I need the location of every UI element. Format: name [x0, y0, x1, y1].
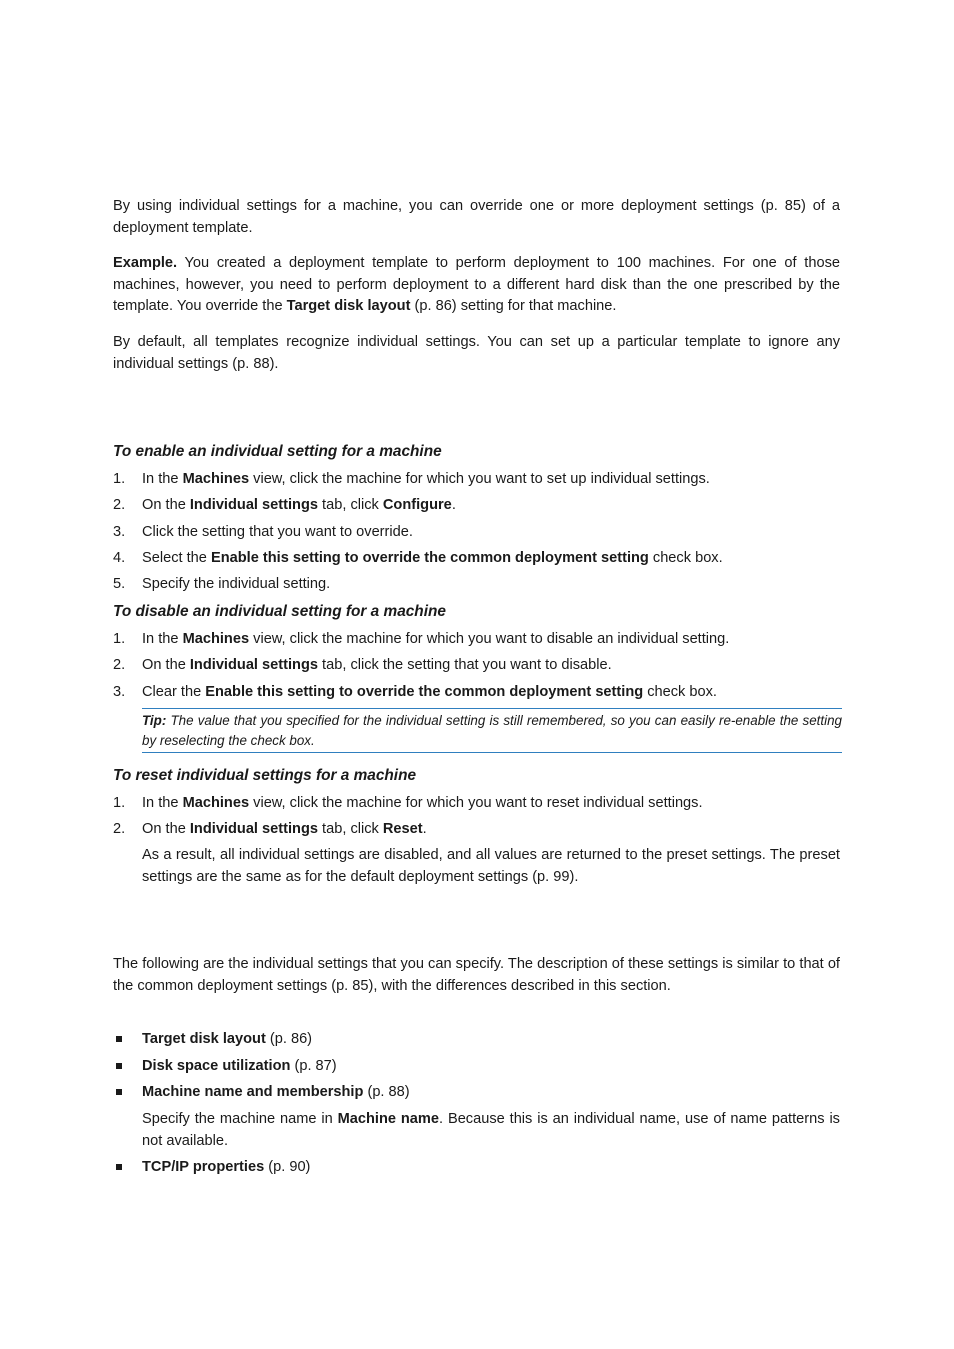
target-disk-layout-ref: Target disk layout [286, 298, 411, 314]
default-paragraph: By default, all templates recognize individual settings. You can set up a particular template to ignore any individual settings (p. 88). [113, 334, 840, 372]
bullet-icon [116, 1089, 122, 1095]
bullet-icon [116, 1164, 122, 1170]
reset-result-paragraph: As a result, all individual settings are disabled, and all values are returned to the preset settings. The preset settings are the same as for the default deployment settings (p. 99). [142, 847, 840, 885]
reset-heading: To reset individual settings for a machine [113, 767, 417, 784]
settings-intro-paragraph: The following are the individual settings that you can specify. The description of these settings is similar to that of the common deployment settings (p. 85), with the differences described in this section. [113, 956, 840, 994]
tip-text: Tip: The value that you specified for the individual setting is still remembered, so you can easily re-enable the setting by reselecting the check box. [142, 713, 842, 748]
machine-name-note: Specify the machine name in Machine name. Because this is an individual name, use of name patterns is not available. [142, 1111, 840, 1149]
example-label: Example. [113, 255, 178, 271]
bullet-icon [116, 1063, 122, 1069]
tip-box [142, 708, 842, 753]
disable-heading: To disable an individual setting for a machine [113, 603, 446, 620]
document-page: By using individual settings for a machine, you can override one or more deployment settings (p. 85) of a deployment template. Example. You created a deployment template to perform deployment to 100 machines. For one of those machines, however, you need to perform deployment to a different hard disk than the one prescribed by the template. You override the Target disk layout (p. 86) setting for that machine. By default, all templates recognize individual settings. You can set up a particular template to ignore any individual settings (p. 88). To enable an individual setting for a machine 1. In the Machines view, click the machine for which you want to set up individual settings. 2. On the Individual settings tab, click Configure. 3. Click the setting that you want to override. 4. Select the Enable this setting to override the common deployment setting check box. 5. Specify the individual setting. To disable an individual setting for a machine 1. In the Machines view, click the machine for which you want to disable an individual setting. 2. On the Individual settings tab, click the setting that you want to disable. 3. Clear the Enable this setting to override the common deployment setting check box. Tip: The value that you specified for the individual setting is still remembered, so you can easily re-enable the setting by reselecting the check box. To reset individual settings for a machine 1. In the Machines view, click the machine for which you want to reset individual settings. 2. On the Individual settings tab, click Reset. As a result, all individual settings are disabled, and all values are returned to the preset settings. The preset settings are the same as for the default deployment settings (p. 99). The following are the individual settings that you can specify. The description of these settings is similar to that of the common deployment settings (p. 85), with the differences described in this section. Target disk layout (p. 86) Disk space utilization (p. 87) Machine name and membership (p. 88) Specify the machine name in Machine name. Because this is an individual name, use of name patterns is not available. TCP/IP properties (p. 90) [113, 198, 842, 1175]
tip-label: Tip: [142, 713, 167, 728]
bullet-icon [116, 1036, 122, 1042]
enable-heading: To enable an individual setting for a machine [113, 443, 442, 460]
intro-paragraph: By using individual settings for a machine, you can override one or more deployment settings (p. 85) of a deployment template. [113, 198, 840, 236]
example-paragraph: Example. You created a deployment template to perform deployment to 100 machines. For one of those machines, however, you need to perform deployment to a different hard disk than the one prescribed by the template. You override the Target disk layout (p. 86) setting for that machine. [113, 255, 840, 314]
